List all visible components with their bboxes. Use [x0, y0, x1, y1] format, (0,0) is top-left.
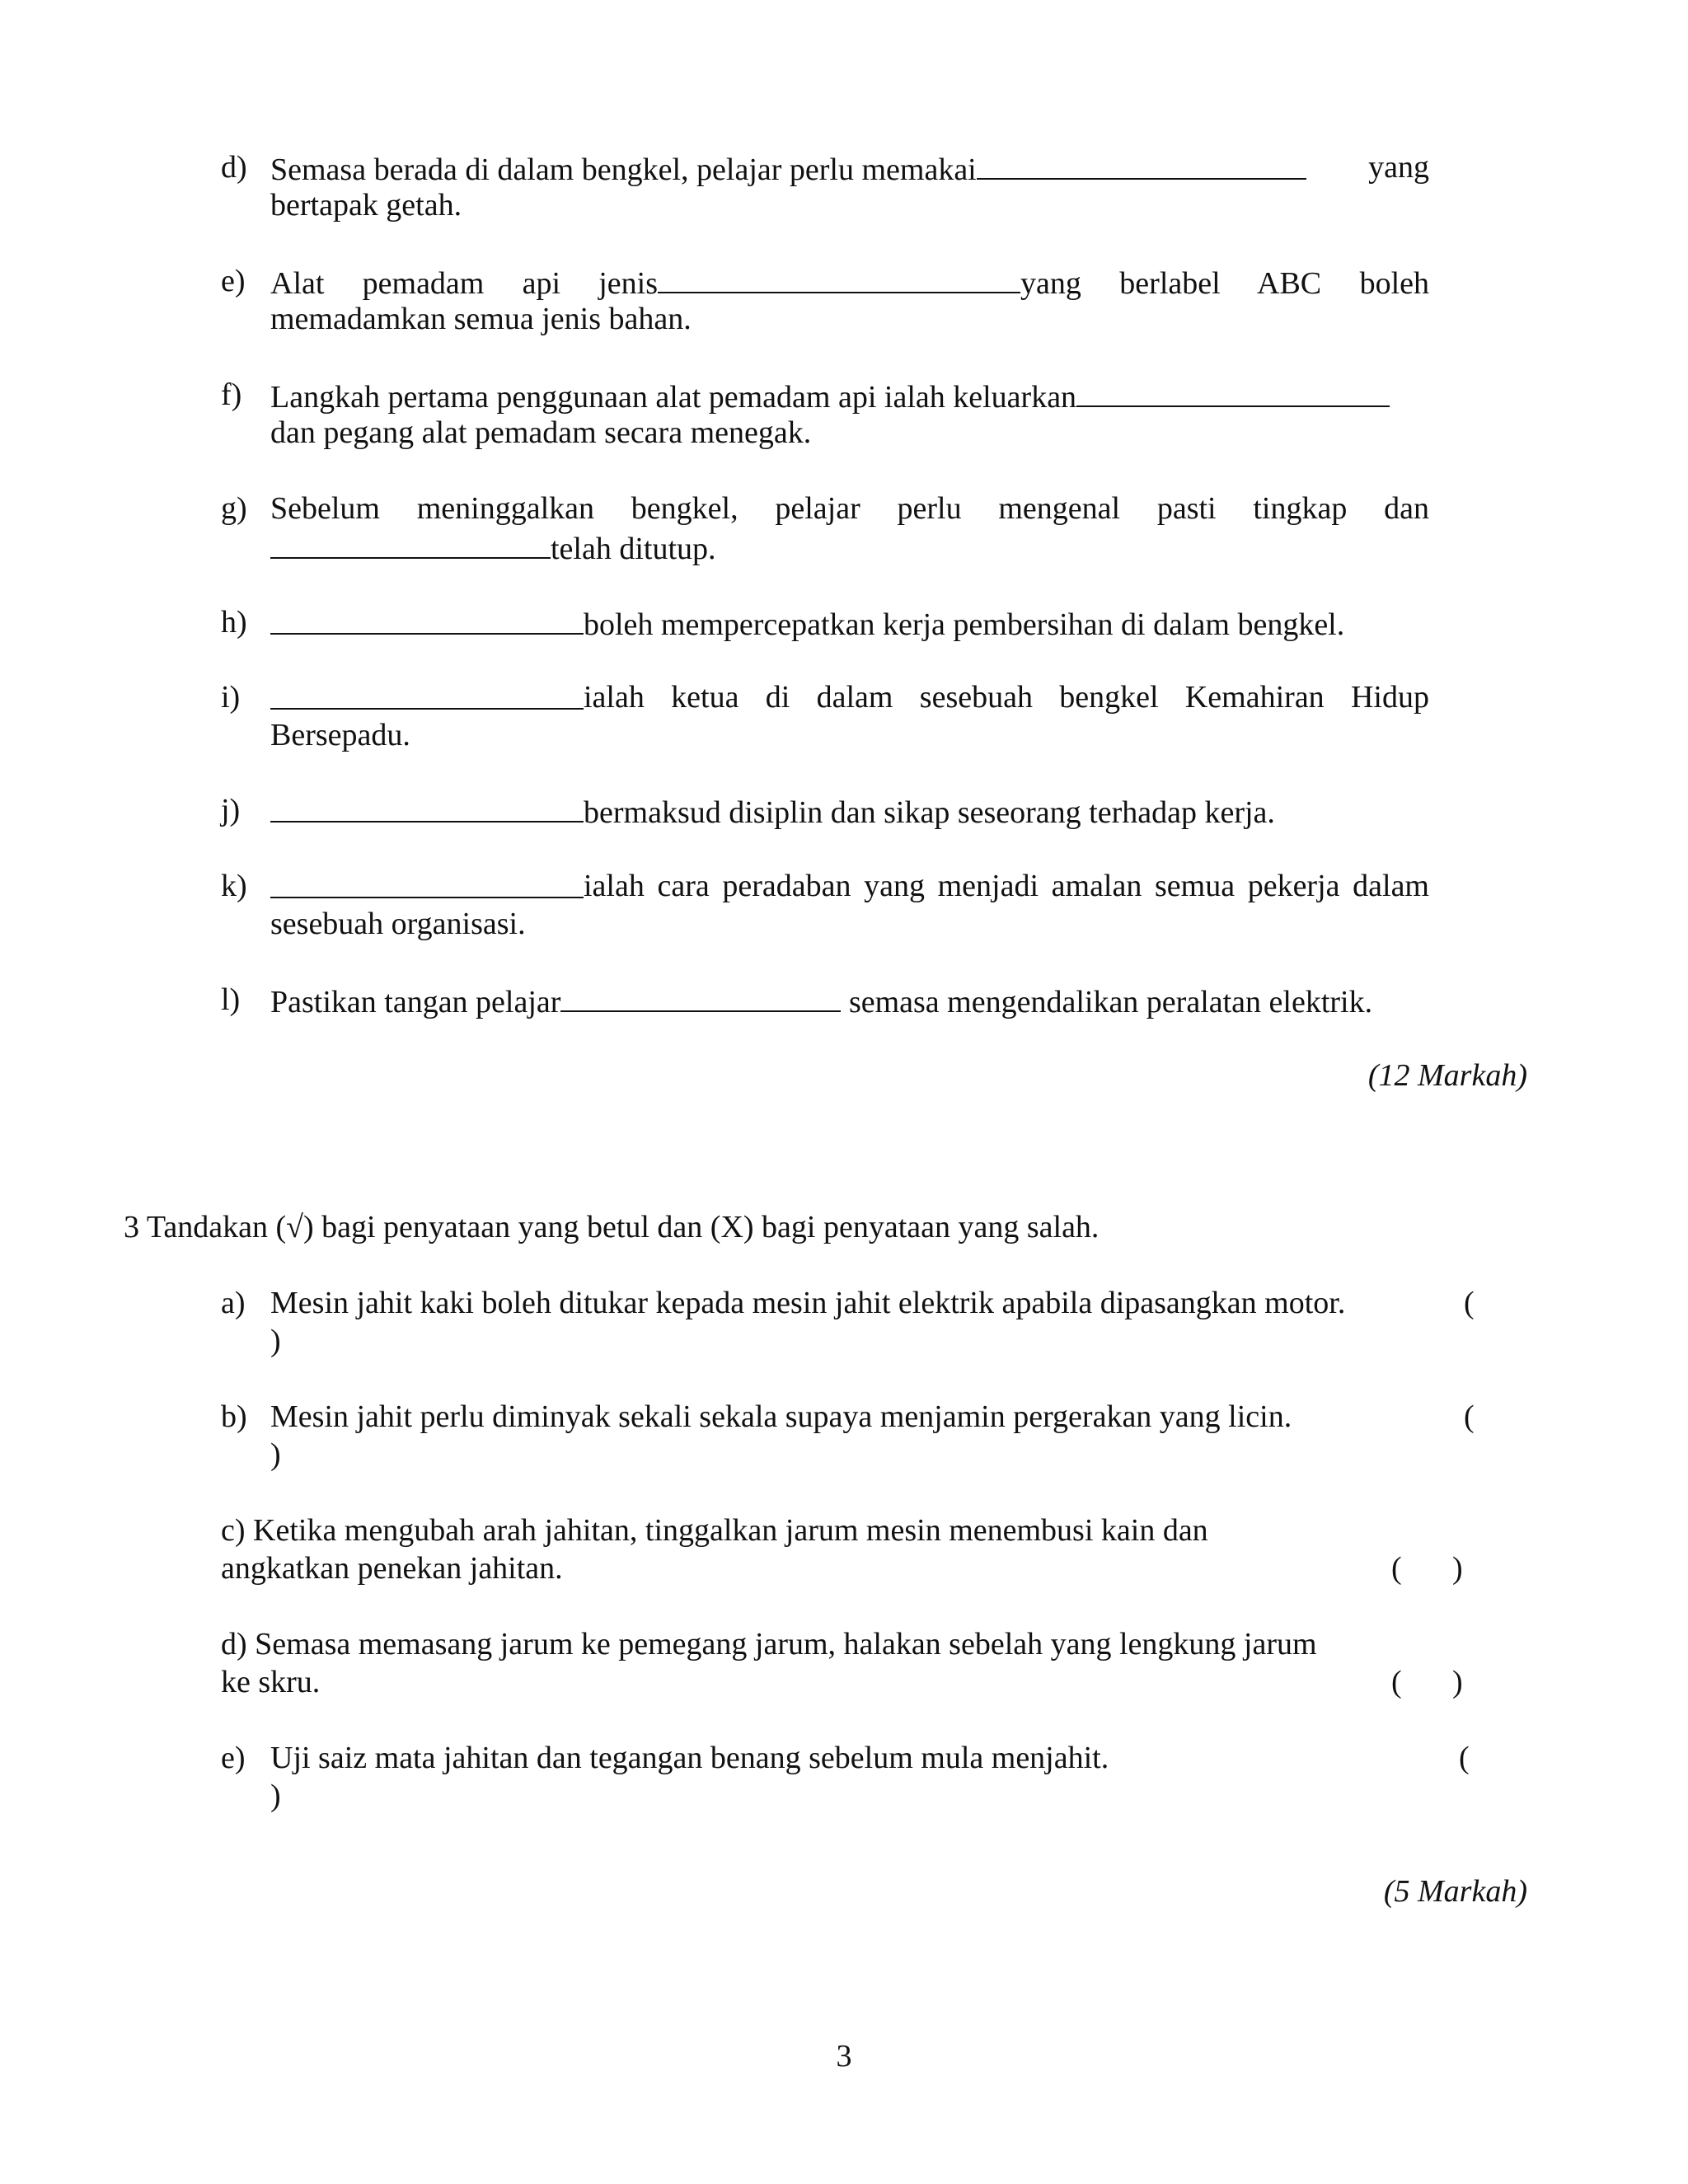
- section2-marks: (12 Markah): [1367, 1058, 1527, 1093]
- item-3a-bracket-open[interactable]: (: [1464, 1286, 1475, 1320]
- item-2l-letter: l): [221, 982, 241, 1017]
- item-2g-letter: g): [221, 491, 247, 526]
- answer-blank-2d[interactable]: [977, 148, 1306, 180]
- item-3d-bracket-open[interactable]: (: [1391, 1665, 1402, 1699]
- item-3d-bracket-close[interactable]: ): [1452, 1665, 1463, 1699]
- item-2i-line1: [270, 678, 1429, 716]
- item-3b-letter: b): [221, 1399, 247, 1434]
- answer-blank-2h[interactable]: [270, 603, 584, 635]
- item-3d-line1: d) Semasa memasang jarum ke pemegang jarum, halakan sebelah yang lengkung jarum: [221, 1627, 1317, 1661]
- item-2j-text-b: bermaksud disiplin dan sikap seseorang terhadap kerja.: [584, 795, 1275, 830]
- answer-blank-2k[interactable]: [270, 867, 584, 898]
- item-2k-line2: sesebuah organisasi.: [270, 907, 526, 941]
- item-3e-text: Uji saiz mata jahitan dan tegangan benang sebelum mula menjahit.: [270, 1741, 1109, 1775]
- section3-instruction: 3 Tandakan (√) bagi penyataan yang betul dan (X) bagi penyataan yang salah.: [124, 1210, 1100, 1244]
- item-3c-line1: c) Ketika mengubah arah jahitan, tinggalkan jarum mesin menembusi kain dan: [221, 1513, 1208, 1548]
- answer-blank-2j[interactable]: [270, 791, 584, 823]
- answer-blank-2i[interactable]: [270, 678, 584, 710]
- item-2f-line2: dan pegang alat pemadam secara menegak.: [270, 415, 812, 450]
- item-2e-text-b: yang berlabel ABC boleh: [1020, 266, 1429, 301]
- item-2f-text-a: Langkah pertama penggunaan alat pemadam api ialah keluarkan: [270, 380, 1077, 415]
- item-2h-text-b: boleh mempercepatkan kerja pembersihan di dalam bengkel.: [584, 607, 1345, 642]
- item-3c-bracket-close[interactable]: ): [1452, 1551, 1463, 1586]
- item-2d-line2: bertapak getah.: [270, 188, 462, 223]
- item-2g-text-b: telah ditutup.: [551, 532, 716, 566]
- item-3e-bracket-open[interactable]: (: [1459, 1741, 1470, 1775]
- item-2k-line1: [270, 867, 1429, 905]
- item-2h-line1: [270, 603, 1344, 644]
- item-2d-text-b: yang: [1368, 150, 1429, 185]
- item-3e-letter: e): [221, 1741, 246, 1775]
- item-2d-line1: [270, 148, 1429, 189]
- item-3c-line2: angkatkan penekan jahitan.: [221, 1551, 563, 1586]
- item-3b-bracket-close[interactable]: ): [270, 1437, 281, 1472]
- item-2f-line1: [270, 376, 1390, 416]
- item-2g-line1: Sebelum meninggalkan bengkel, pelajar perlu mengenal pasti tingkap dan: [270, 491, 1429, 526]
- item-2f-letter: f): [221, 377, 242, 412]
- item-3b-text: Mesin jahit perlu diminyak sekali sekala supaya menjamin pergerakan yang licin.: [270, 1399, 1292, 1434]
- item-2e-text-a: Alat pemadam api jenis: [270, 266, 658, 301]
- item-2l-line1: [270, 981, 1372, 1021]
- item-2h-letter: h): [221, 605, 247, 640]
- item-2i-text-b: ialah ketua di dalam sesebuah bengkel Kemahiran Hidup: [584, 680, 1429, 715]
- answer-blank-2f[interactable]: [1076, 376, 1390, 407]
- item-2l-text-b: semasa mengendalikan peralatan elektrik.: [848, 985, 1373, 1019]
- item-2i-letter: i): [221, 680, 241, 715]
- answer-blank-2g[interactable]: [270, 527, 551, 559]
- item-2k-letter: k): [221, 869, 247, 903]
- item-2e-letter: e): [221, 264, 246, 298]
- item-3b-bracket-open[interactable]: (: [1464, 1399, 1475, 1434]
- page-number: 3: [836, 2039, 852, 2074]
- answer-blank-2e[interactable]: [658, 262, 1020, 293]
- item-2j-line1: [270, 791, 1275, 832]
- item-3a-bracket-close[interactable]: ): [270, 1324, 281, 1358]
- item-3d-line2: ke skru.: [221, 1665, 321, 1699]
- item-2k-text-b: ialah cara peradaban yang menjadi amalan semua pekerja dalam: [584, 869, 1429, 903]
- section3-marks: (5 Markah): [1383, 1874, 1527, 1909]
- item-2e-line1: [270, 262, 1429, 302]
- item-2e-line2: memadamkan semua jenis bahan.: [270, 302, 692, 336]
- item-2d-text-a: Semasa berada di dalam bengkel, pelajar perlu memakai: [270, 152, 977, 187]
- answer-blank-2l[interactable]: [560, 981, 841, 1012]
- item-3c-bracket-open[interactable]: (: [1391, 1551, 1402, 1586]
- item-2l-text-a: Pastikan tangan pelajar: [270, 985, 561, 1019]
- item-2d-letter: d): [221, 150, 247, 185]
- item-2i-line2: Bersepadu.: [270, 718, 410, 752]
- item-3a-letter: a): [221, 1286, 246, 1320]
- item-2g-line2: [270, 527, 716, 568]
- item-3e-bracket-close[interactable]: ): [270, 1779, 281, 1813]
- item-3a-text: Mesin jahit kaki boleh ditukar kepada mesin jahit elektrik apabila dipasangkan motor.: [270, 1286, 1346, 1320]
- item-2j-letter: j): [221, 793, 241, 827]
